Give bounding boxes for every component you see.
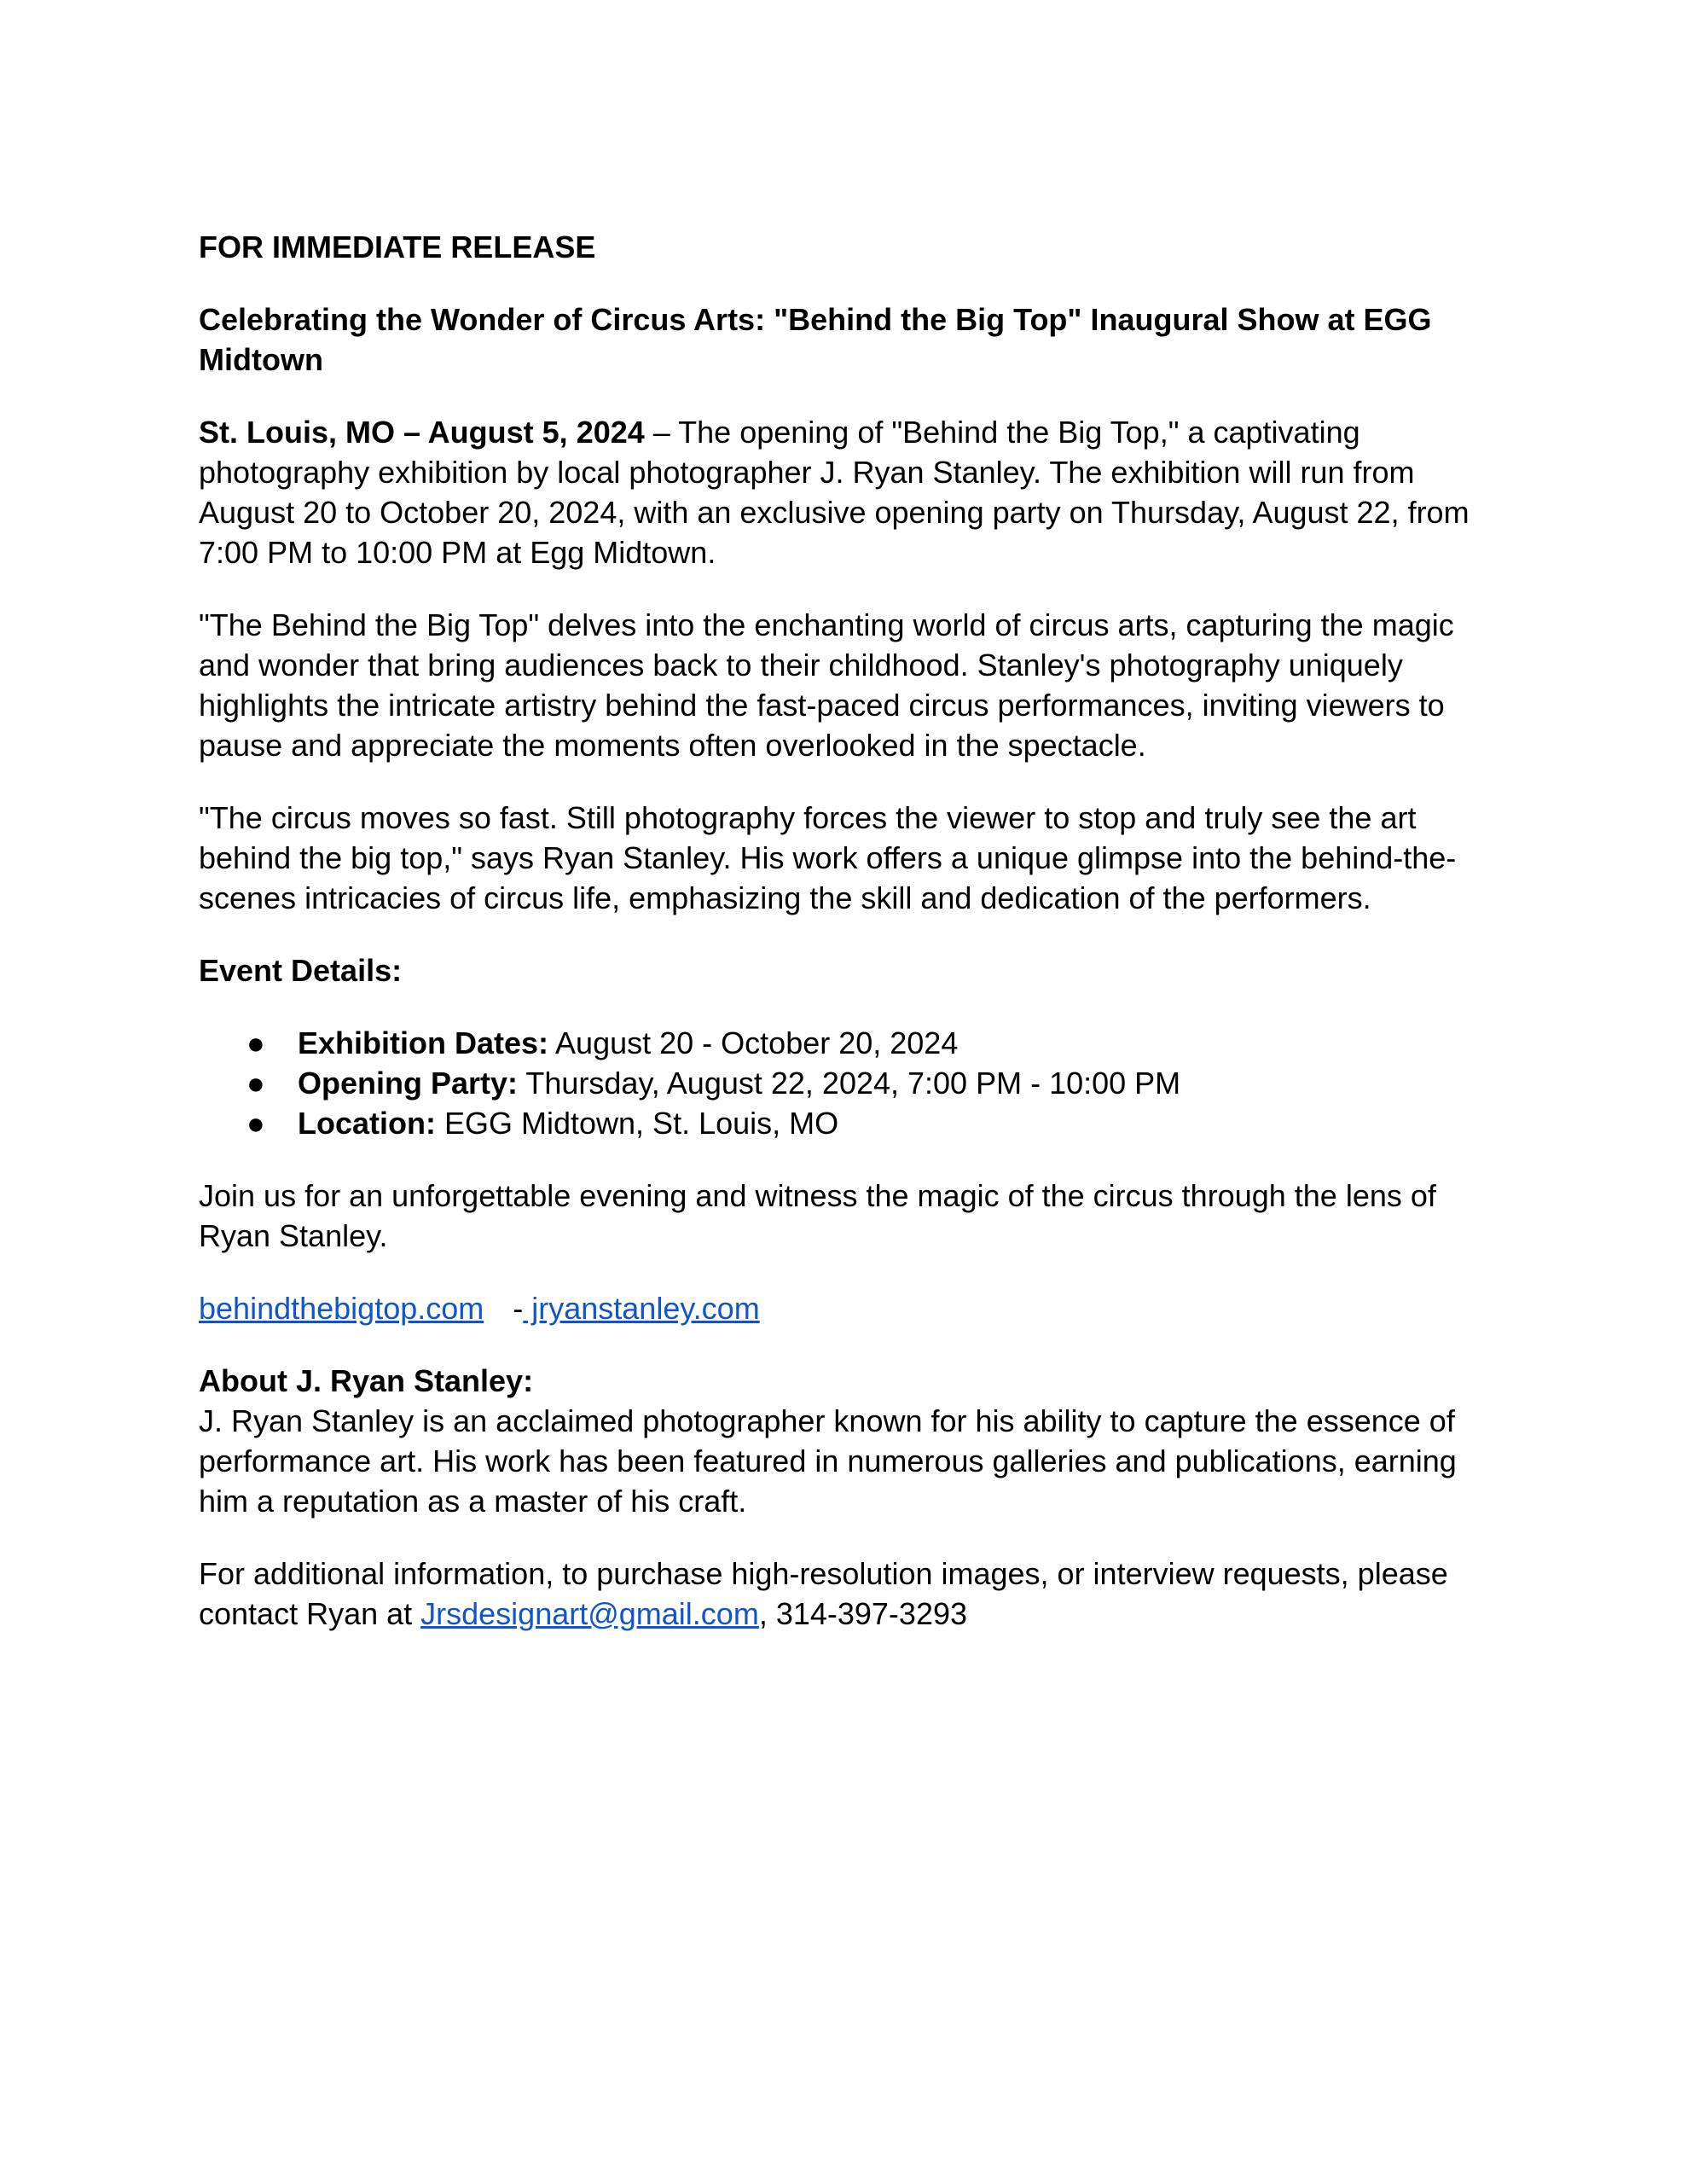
detail-value: Thursday, August 22, 2024, 7:00 PM - 10:00 PM [518, 1066, 1181, 1101]
join-paragraph: Join us for an unforgettable evening and witness the magic of the circus through the lens of Ryan Stanley. [199, 1178, 1436, 1253]
intro-text: – The opening of "Behind the Big Top," a captivating photography exhibition by local photographer J. Ryan Stanley. The exhibition will run from August 20 to October 20, 2024, with an exclusive opening party on Thursday, August 22, from 7:00 PM to 10:00 PM at Egg Midtown. [199, 415, 1470, 570]
detail-label: Exhibition Dates: [298, 1025, 549, 1060]
bullet-icon: ● [246, 1106, 265, 1141]
email-link[interactable]: Jrsdesignart@gmail.com [420, 1596, 759, 1631]
contact-paragraph [199, 1554, 1478, 1634]
contact-prefix: For additional information, to purchase high-resolution images, or interview requests, please contact Ryan at [199, 1556, 1448, 1631]
bullet-icon: ● [246, 1066, 265, 1101]
detail-value: EGG Midtown, St. Louis, MO [435, 1106, 839, 1141]
event-details-list [199, 1023, 1478, 1143]
list-item [199, 1023, 1478, 1063]
about-heading: About J. Ryan Stanley: [199, 1363, 534, 1398]
link-separator: - [513, 1291, 524, 1326]
quote-paragraph: "The circus moves so fast. Still photography forces the viewer to stop and truly see the art behind the big top," says Ryan Stanley. His work offers a unique glimpse into the behind-the-scenes intricacies of circus life, emphasizing the skill and dedication of the performers. [199, 800, 1457, 915]
bullet-icon: ● [246, 1025, 265, 1060]
press-release-page [199, 227, 1478, 1634]
intro-paragraph [199, 412, 1478, 572]
jryanstanley-link[interactable]: jryanstanley.com [523, 1291, 760, 1326]
description-paragraph: "The Behind the Big Top" delves into the enchanting world of circus arts, capturing the magic and wonder that bring audiences back to their childhood. Stanley's photography uniquely highlights the intricate artistry behind the fast-paced circus performances, inviting viewers to pause and appreciate the moments often overlooked in the spectacle. [199, 607, 1454, 763]
dateline: St. Louis, MO – August 5, 2024 [199, 415, 645, 450]
detail-value: August 20 - October 20, 2024 [548, 1025, 959, 1060]
event-details-heading: Event Details: [199, 953, 403, 988]
about-paragraph: J. Ryan Stanley is an acclaimed photographer known for his ability to capture the essence of performance art. His work has been featured in numerous galleries and publications, earning him a reputation as a master of his craft. [199, 1403, 1457, 1519]
release-label: FOR IMMEDIATE RELEASE [199, 229, 596, 264]
detail-label: Location: [298, 1106, 436, 1141]
list-item [199, 1103, 1478, 1143]
detail-label: Opening Party: [298, 1066, 519, 1101]
website-links [199, 1288, 1478, 1328]
list-item [199, 1063, 1478, 1103]
behindthebigtop-link[interactable]: behindthebigtop.com [199, 1291, 484, 1326]
headline: Celebrating the Wonder of Circus Arts: "Behind the Big Top" Inaugural Show at EGG Midtown [199, 302, 1432, 377]
contact-phone: , 314-397-3293 [758, 1596, 968, 1631]
